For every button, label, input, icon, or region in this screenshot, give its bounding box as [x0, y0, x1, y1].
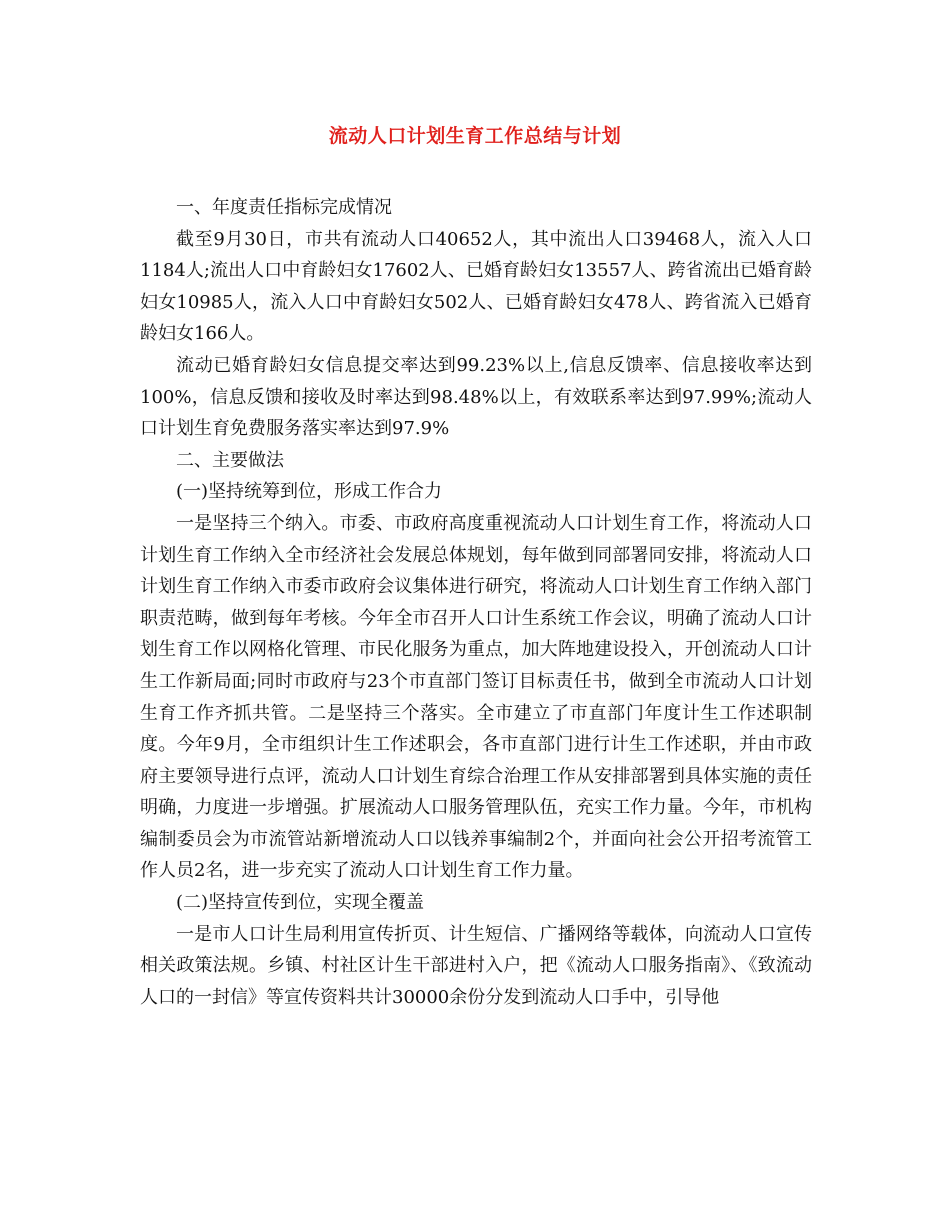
document-body [140, 192, 812, 1013]
subsection-heading: (一)坚持统筹到位，形成工作合力 [176, 481, 443, 503]
section-heading: 二、主要做法 [176, 449, 284, 471]
document-title: 流动人口计划生育工作总结与计划 [328, 125, 622, 147]
body-paragraph: 一是坚持三个纳入。市委、市政府高度重视流动人口计划生育工作，将流动人口计划生育工作纳入全市经济社会发展总体规划，每年做到同部署同安排，将流动人口计划生育工作纳入市委市政府会议集体进行研究，将流动人口计划生育工作纳入部门职责范畴，做到每年考核。今年全市召开人口计生系统工作会议，明确了流动人口计划生育工作以网格化管理、市民化服务为重点，加大阵地建设投入，开创流动人口计生工作新局面;同时市政府与23个市直部门签订目标责任书，做到全市流动人口计划生育工作齐抓共管。二是坚持三个落实。全市建立了市直部门年度计生工作述职制度。今年9月，全市组织计生工作述职会，各市直部门进行计生工作述职，并由市政府主要领导进行点评，流动人口计划生育综合治理工作从安排部署到具体实施的责任明确，力度进一步增强。扩展流动人口服务管理队伍，充实工作力量。今年，市机构编制委员会为市流管站新增流动人口以钱养事编制2个，并面向社会公开招考流管工作人员2名，进一步充实了流动人口计划生育工作力量。 [140, 512, 812, 882]
body-paragraph: 流动已婚育龄妇女信息提交率达到99.23%以上,信息反馈率、信息接收率达到100%，信息反馈和接收及时率达到98.48%以上，有效联系率达到97.99%;流动人口计划生育免费服务落实率达到97.9% [140, 354, 812, 440]
body-paragraph: 一是市人口计生局利用宣传折页、计生短信、广播网络等载体，向流动人口宣传相关政策法规。乡镇、村社区计生干部进村入户，把《流动人口服务指南》、《致流动人口的一封信》等宣传资料共计30000余份分发到流动人口手中，引导他 [140, 923, 812, 1008]
subsection-heading: (二)坚持宣传到位，实现全覆盖 [176, 892, 425, 914]
body-paragraph: 截至9月30日，市共有流动人口40652人，其中流出人口39468人，流入人口1184人;流出人口中育龄妇女17602人、已婚育龄妇女13557人、跨省流出已婚育龄妇女10985人，流入人口中育龄妇女502人、已婚育龄妇女478人、跨省流入已婚育龄妇女166人。 [140, 228, 812, 345]
section-heading: 一、年度责任指标完成情况 [176, 197, 392, 218]
